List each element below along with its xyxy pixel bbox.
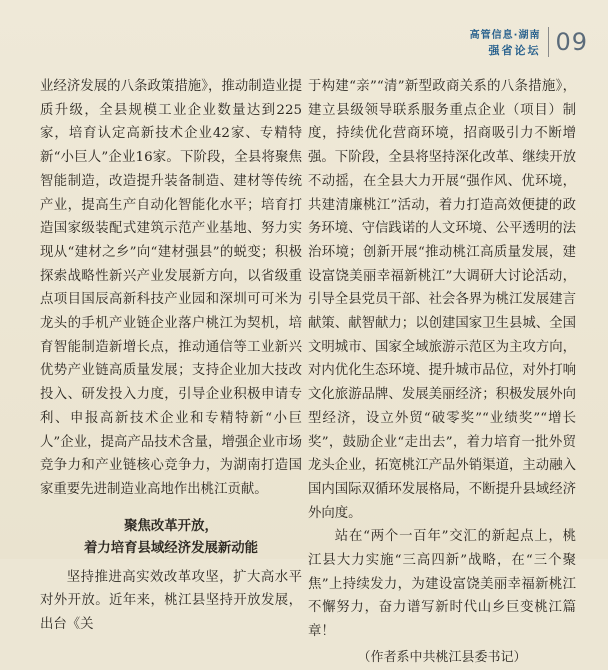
left-column: [40, 75, 302, 637]
header-kicker: 高管信息·湖南: [469, 30, 541, 41]
body-paragraph: 坚持推进高实效改革攻坚，扩大高水平对外开放。近年来，桃江县坚持开放发展，出台《关: [40, 569, 302, 633]
body-paragraph: 于构建“亲”“清”新型政商关系的八条措施》，建立县级领导联系服务重点企业（项目）制度，持续优化营商环境，招商吸引力不断增强。下阶段，全县将坚持深化改革、继续开放不动摇，在全县大力开展“强作风、优环境，共建清廉桃江”活动，着力打造高效便捷的政务环境、守信践诺的人文环境、公平透明的法治环境；创新开展“推动桃江高质量发展，建设富饶美丽幸福新桃江”大调研大讨论活动，引导全县党员干部、社会各界为桃江发展建言献策、献智献力；以创建国家卫生县城、全国文明城市、国家全域旅游示范区为主攻方向，对内优化生态环境、提升城市品位，对外打响文化旅游品牌、发展美丽经济；积极发展外向型经济，设立外贸“破零奖”“业绩奖”“增长奖”，鼓励企业“走出去”，着力培育一批外贸龙头企业，拓宽桃江产品外销渠道，主动融入国内国际双循环发展格局，不断提升县域经济外向度。: [308, 79, 576, 521]
subheading-line-2: 着力培育县域经济发展新动能: [83, 540, 259, 556]
right-column: [308, 75, 576, 670]
body-paragraph: 站在“两个一百年”交汇的新起点上，桃江县大力实施“三高四新”战略，在“三个聚焦”上持续发力，为建设富饶美丽幸福新桃江不懈努力，奋力谱写新时代山乡巨变桃江篇章！: [308, 529, 576, 640]
subheading-line-1: 聚焦改革开放，: [124, 518, 218, 534]
body-paragraph: 业经济发展的八条政策措施》，推动制造业提质升级，全县规模工业企业数量达到225家，培育认定高新技术企业42家、专精特新“小巨人”企业16家。下阶段，全县将聚焦智能制造，改造提升装备制造、建材等传统产业，提高生产自动化智能化水平；培育打造国家级装配式建筑示范产业基地、努力实现从“建材之乡”向“建材强县”的蜕变；积极探索战略性新兴产业发展新方向，以省级重点项目国辰高新科技产业园和深圳可可米为龙头的手机产业链企业落户桃江为契机，培育智能制造新增长点，推动通信等工业新兴优势产业链高质量发展；支持企业加大技改投入、研发投入力度，引导企业积极申请专利、申报高新技术企业和专精特新“小巨人”企业，提高产品技术含量，增强企业市场竞争力和产业链核心竞争力，为湖南打造国家重要先进制造业高地作出桃江贡献。: [40, 79, 302, 497]
section-title: 强省论坛: [488, 44, 541, 57]
header-divider: [548, 27, 549, 57]
page-number: 09: [555, 28, 588, 56]
author-byline: （作者系中共桃江县委书记）: [357, 649, 527, 665]
section-subheading: [40, 516, 302, 560]
page-header: [470, 26, 588, 58]
header-text: [470, 26, 541, 58]
